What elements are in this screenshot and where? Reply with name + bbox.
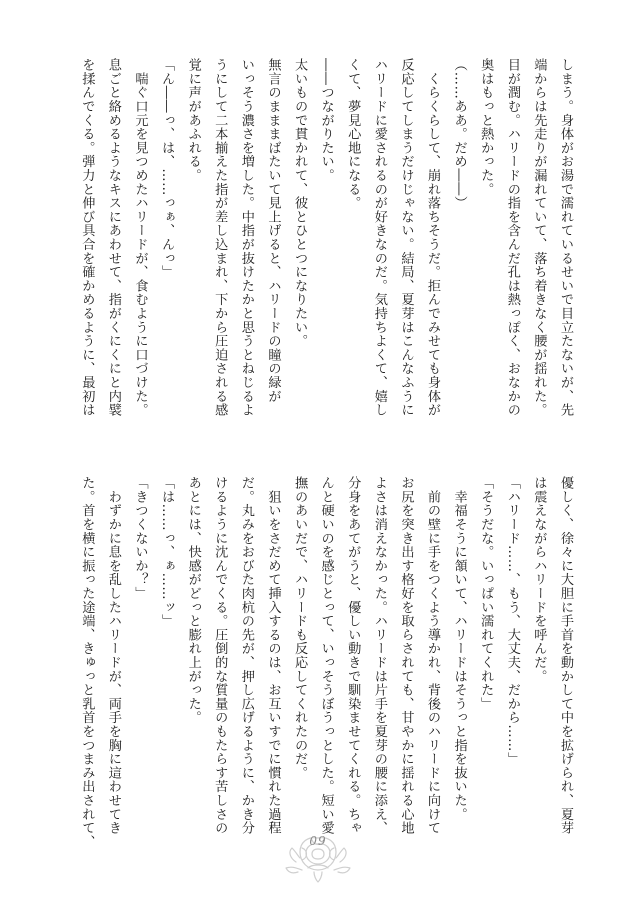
text-line: は震えながらハリードを呼んだ。	[531, 476, 547, 683]
page-footer	[268, 826, 368, 886]
text-line: 前の壁に手をつくよう導かれ、背後のハリードに向けて	[425, 476, 441, 835]
text-line: お尻を突き出す格好を取らされても、甘やかに揺れる心地	[398, 476, 414, 835]
text-line: あとには、快感がどっと膨れ上がった。	[185, 476, 201, 725]
text-line: 撫のあいだで、ハリードも反応してくれたのだ。	[292, 476, 308, 780]
text-line: うにして二本揃えた指が差し込まれ、下から圧迫される感	[212, 58, 228, 417]
text-line: ハリードに愛されるのが好きなのだ。気持ちよくて、嬉し	[371, 58, 387, 417]
text-line: 「きつくないか？」	[132, 476, 148, 601]
text-line: た。首を横に振った途端、きゅっと乳首をつまみ出されて、	[79, 476, 95, 849]
text-line: だ。丸みをおびた肉杭の先が、押し広げるように、かき分	[238, 476, 254, 835]
text-line: 覚に声があふれる。	[185, 58, 201, 183]
text-line: んと硬いのを感じとって、いっそうぼうっとした。短い愛	[318, 476, 334, 835]
text-line: ――つながりたい。	[318, 58, 334, 183]
text-line: わずかに息を乱したハリードが、両手を胸に這わせてき	[105, 476, 121, 835]
text-line: 優しく、徐々に大胆に手首を動かして中を拡げられ、夏芽	[558, 476, 573, 835]
text-line: 「ハリード……、もう、大丈夫、だから……」	[504, 476, 520, 766]
page-number: 09	[309, 834, 327, 848]
text-line: （……ああ。だめ――）	[451, 58, 467, 210]
text-block-top	[79, 58, 578, 448]
text-line: 「は……っ、ぁ……ッ」	[159, 476, 175, 628]
text-line: よさは消えなかった。ハリードは片手を夏芽の腰に添え、	[371, 476, 387, 835]
text-line: 幸福そうに頷いて、ハリードはそうっと指を抜いた。	[451, 476, 467, 821]
text-line: 太いもので貫かれて、彼とひとつになりたい。	[292, 58, 308, 348]
text-line: 奥はもっと熱かった。	[478, 58, 494, 196]
text-line: くて、夢見心地になる。	[345, 58, 361, 210]
text-line: 喘ぐ口元を見つめたハリードが、食むように口づけた。	[132, 58, 148, 417]
text-line: 無言のまままばたいて見上げると、ハリードの瞳の緑が	[265, 58, 281, 403]
text-line: 分身をあてがうと、優しい動きで馴染ませてくれる。ちゃ	[345, 476, 361, 835]
text-line: 端からは先走りが漏れていて、落ち着きなく腰が揺れた。	[531, 58, 547, 417]
text-line: 息ごと絡めるようなキスにあわせて、指がくにくにと内襞	[105, 58, 121, 417]
text-line: くらくらして、崩れ落ちそうだ。拒んでみせても身体が	[425, 58, 441, 417]
text-line: 「ん――っ、は、……っぁ、んっ」	[159, 58, 175, 279]
text-line: 狙いをさだめて挿入するのは、お互いすでに慣れた過程	[265, 476, 281, 835]
text-line: 反応してしまうだけじゃない。結局、夏芽はこんなふうに	[398, 58, 414, 417]
text-line: いっそう濃さを増した。中指が抜けたかと思うとねじるよ	[238, 58, 254, 417]
text-line: しまう。身体がお湯で濡れているせいで目立たないが、先	[558, 58, 573, 417]
text-line: 目が潤む。ハリードの指を含んだ孔は熱っぽく、おなかの	[504, 58, 520, 417]
text-line: を揉んでくる。弾力と伸び具合を確かめるように、最初は	[79, 58, 95, 417]
text-line: 「そうだな。いっぱい濡れてくれた」	[478, 476, 494, 711]
text-line: けるように沈んでくる。圧倒的な質量のもたらす苦しさの	[212, 476, 228, 835]
